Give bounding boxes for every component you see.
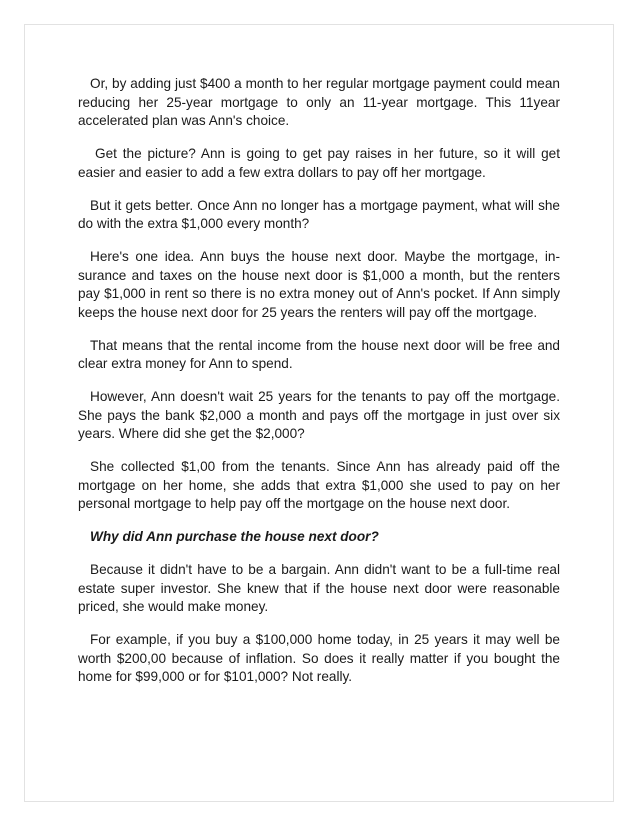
- document-body: [78, 75, 560, 701]
- paragraph-one-idea: Here's one idea. Ann buys the house next door. Maybe the mortgage, insurance and taxes on the house next door is $1,000 a month, but the renters pay $1,000 in rent so there is no extra money out of Ann's pocket. If Ann simply keeps the house next door for 25 years the renters will pay off the mortgage.: [78, 249, 560, 320]
- paragraph-rental-income: That means that the rental income from the house next door will be free and clear extra money for Ann to spend.: [78, 337, 560, 371]
- paragraph-for-example: For example, if you buy a $100,000 home today, in 25 years it may well be worth $200,00 because of inflation. So does it really matter if you bought the home for $99,000 or for $101,000? Not really.: [78, 632, 560, 684]
- paragraph-not-a-bargain: Because it didn't have to be a bargain. Ann didn't want to be a full-time real estate super investor. She knew that if the house next door were reasonable priced, she would make money.: [78, 562, 560, 614]
- paragraph-accelerated-plan: Or, by adding just $400 a month to her regular mortgage payment could mean reducing her 25-year mortgage to only an 11-year mortgage. This 11year accelerated plan was Ann's choice.: [78, 76, 560, 128]
- paragraph-get-the-picture: Get the picture? Ann is going to get pay raises in her future, so it will get easier and easier to add a few extra dollars to pay off her mortgage.: [78, 146, 560, 180]
- section-heading-why: Why did Ann purchase the house next door?: [90, 529, 379, 544]
- paragraph-does-not-wait: However, Ann doesn't wait 25 years for the tenants to pay off the mortgage. She pays the bank $2,000 a month and pays off the mortgage in just over six years. Where did she get the $2,000?: [78, 389, 560, 441]
- paragraph-collected-from-tenants: She collected $1,00 from the tenants. Since Ann has already paid off the mortgage on her home, she adds that extra $1,000 she used to pay on her personal mortgage to help pay off the mortgage on the house next door.: [78, 459, 560, 511]
- paragraph-gets-better: But it gets better. Once Ann no longer has a mortgage payment, what will she do with the extra $1,000 every month?: [78, 197, 560, 231]
